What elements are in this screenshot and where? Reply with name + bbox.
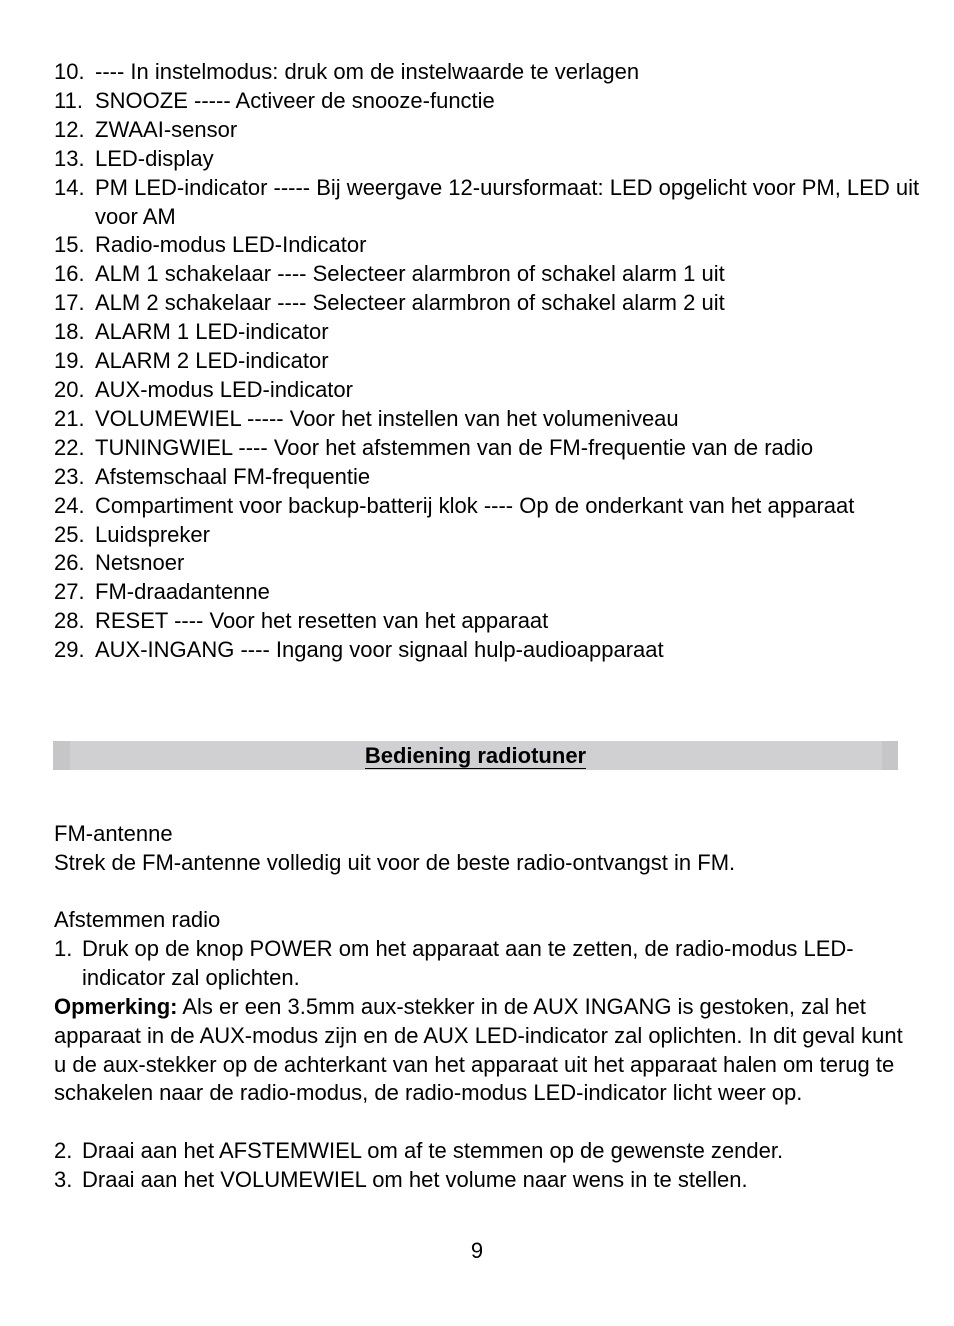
- list-item: [54, 289, 924, 318]
- list-item: [54, 405, 924, 434]
- item-number: 13.: [54, 145, 85, 171]
- item-number: 16.: [54, 261, 85, 287]
- component-list: [54, 58, 924, 665]
- item-text: ---- In instelmodus: druk om de instelwaarde te verlagen: [95, 59, 640, 84]
- tuning-heading: Afstemmen radio: [54, 907, 221, 932]
- item-text: ALARM 1 LED-indicator: [95, 319, 329, 345]
- list-item: [54, 376, 924, 405]
- item-text: Afstemschaal FM-frequentie: [95, 463, 371, 489]
- step-text: Druk op de knop POWER om het apparaat aan te zetten, de radio-modus LED-indicator zal oplichten.: [82, 936, 854, 990]
- item-number: 12.: [54, 116, 85, 142]
- item-number: 15.: [54, 232, 85, 258]
- item-number: 11.: [54, 87, 83, 113]
- note-label: Opmerking:: [54, 994, 178, 1019]
- list-item: [54, 318, 924, 347]
- item-text: TUNINGWIEL ---- Voor het afstemmen van de FM-frequentie van de radio: [95, 434, 814, 460]
- item-number: 21.: [54, 405, 85, 431]
- item-number: 27.: [54, 579, 85, 605]
- item-number: 19.: [54, 348, 85, 374]
- step-item: [54, 1137, 914, 1166]
- list-item: [54, 58, 924, 87]
- step-text: Draai aan het VOLUMEWIEL om het volume naar wens in te stellen.: [82, 1166, 748, 1192]
- list-item: [54, 145, 924, 174]
- item-text: FM-draadantenne: [95, 579, 270, 605]
- item-number: 23.: [54, 463, 85, 489]
- item-number: 24.: [54, 492, 85, 518]
- item-text: Radio-modus LED-Indicator: [95, 232, 367, 258]
- page-number: 9: [470, 1238, 484, 1263]
- list-item: [54, 549, 924, 578]
- item-text: ALM 1 schakelaar ---- Selecteer alarmbron of schakel alarm 1 uit: [95, 261, 725, 287]
- section-title-text: Bediening radiotuner: [364, 743, 587, 768]
- item-text: SNOOZE ----- Activeer de snooze-functie: [95, 87, 495, 113]
- fm-antenna-text: Strek de FM-antenne volledig uit voor de beste radio-ontvangst in FM.: [54, 850, 736, 875]
- item-number: 22.: [54, 434, 85, 460]
- item-text: AUX-INGANG ---- Ingang voor signaal hulp-audioapparaat: [95, 637, 664, 663]
- item-number: 14.: [54, 174, 85, 200]
- note-text: Als er een 3.5mm aux-stekker in de AUX INGANG is gestoken, zal het apparaat in de AUX-modus zijn en de AUX LED-indicator zal oplichten. In dit geval kunt u de aux-stekker op de achterkant van het apparaat uit het apparaat halen om terug te schakelen naar de radio-modus, de radio-modus LED-indicator licht weer op.: [54, 994, 903, 1106]
- list-item: [54, 347, 924, 376]
- list-item: [54, 87, 924, 116]
- item-number: 26.: [54, 550, 85, 576]
- list-item: [54, 434, 924, 463]
- note-paragraph: [54, 993, 910, 1108]
- list-item: [54, 463, 924, 492]
- item-number: 17.: [54, 290, 85, 316]
- item-number: 20.: [54, 376, 85, 402]
- list-item: [54, 521, 924, 550]
- fm-antenna-heading: FM-antenne: [54, 821, 173, 846]
- item-number: 25.: [54, 521, 85, 547]
- item-text: AUX-modus LED-indicator: [95, 376, 353, 402]
- section-header-bar: [53, 741, 898, 770]
- step-number: 2.: [54, 1138, 73, 1163]
- item-text: PM LED-indicator ----- Bij weergave 12-uursformaat: LED opgelicht voor PM, LED uit voor AM: [95, 174, 920, 229]
- item-text: Netsnoer: [95, 550, 185, 576]
- item-number: 29.: [54, 637, 85, 663]
- tuning-steps-2: [54, 1137, 914, 1195]
- list-item: [54, 116, 924, 145]
- item-text: Compartiment voor backup-batterij klok ---- Op de onderkant van het apparaat: [95, 492, 855, 518]
- list-item: [54, 260, 924, 289]
- list-item: [54, 231, 924, 260]
- step-text: Draai aan het AFSTEMWIEL om af te stemmen op de gewenste zender.: [82, 1138, 784, 1163]
- step-item: [54, 935, 914, 993]
- item-text: ALARM 2 LED-indicator: [95, 348, 329, 374]
- list-item: [54, 607, 924, 636]
- item-text: RESET ---- Voor het resetten van het apparaat: [95, 608, 549, 634]
- item-number: 10.: [54, 59, 85, 84]
- list-item: [54, 492, 924, 521]
- step-number: 3.: [54, 1166, 73, 1192]
- section-title: [53, 741, 898, 770]
- step-number: 1.: [54, 936, 73, 961]
- item-text: ZWAAI-sensor: [95, 116, 238, 142]
- list-item: [54, 174, 924, 232]
- step-item: [54, 1166, 914, 1195]
- list-item: [54, 636, 924, 665]
- item-text: ALM 2 schakelaar ---- Selecteer alarmbron of schakel alarm 2 uit: [95, 290, 725, 316]
- item-text: VOLUMEWIEL ----- Voor het instellen van het volumeniveau: [95, 405, 679, 431]
- item-text: LED-display: [95, 145, 214, 171]
- item-number: 18.: [54, 319, 85, 345]
- list-item: [54, 578, 924, 607]
- tuning-steps-1: [54, 935, 914, 993]
- item-number: 28.: [54, 608, 85, 634]
- item-text: Luidspreker: [95, 521, 210, 547]
